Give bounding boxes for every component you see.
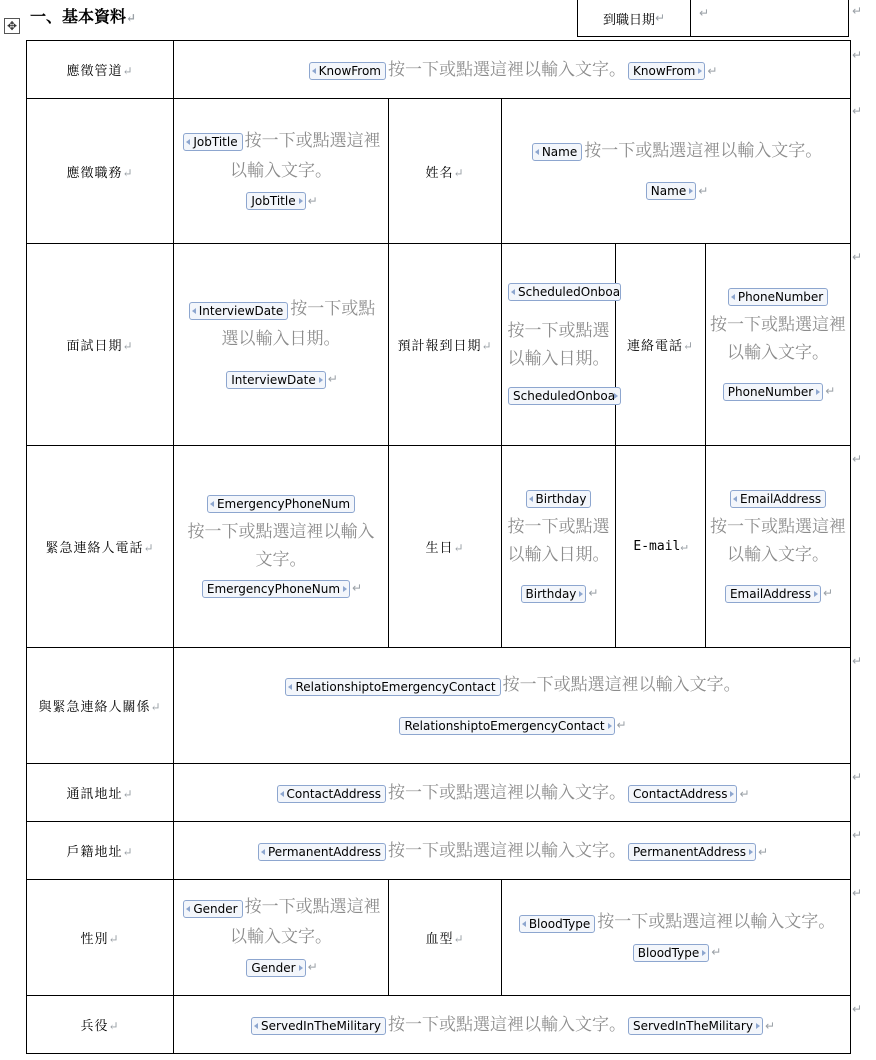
- emergency-phone-field[interactable]: EmergencyPhoneNum 按一下或點選這裡以輸入文字。 EmergencyPhoneNum ↵: [174, 446, 389, 648]
- phone-tag-end[interactable]: PhoneNumber: [723, 383, 823, 401]
- scheduled-onboard-label: 預計報到日期↵: [389, 244, 502, 446]
- scheduled-onboard-tag-start[interactable]: ScheduledOnboa: [508, 283, 621, 301]
- emergency-phone-tag-start[interactable]: EmergencyPhoneNum: [207, 495, 355, 513]
- birthday-field[interactable]: Birthday 按一下或點選以輸入日期。 Birthday ↵: [502, 446, 616, 648]
- gender-label: 性別↵: [27, 880, 174, 996]
- permanent-address-tag-end[interactable]: PermanentAddress: [628, 843, 756, 861]
- contact-address-tag-end[interactable]: ContactAddress: [628, 785, 737, 803]
- start-date-field[interactable]: ↵: [699, 6, 710, 20]
- interview-date-field[interactable]: InterviewDate 按一下或點選以輸入日期。 InterviewDate ↵: [174, 244, 389, 446]
- contact-address-tag-start[interactable]: ContactAddress: [277, 785, 386, 803]
- relationship-placeholder[interactable]: 按一下或點選這裡以輸入文字。: [502, 675, 741, 695]
- emergency-phone-label: 緊急連絡人電話↵: [27, 446, 174, 648]
- contact-address-placeholder[interactable]: 按一下或點選這裡以輸入文字。: [388, 782, 626, 803]
- name-placeholder[interactable]: 按一下或點選這裡以輸入文字。: [584, 140, 823, 161]
- scheduled-onboard-placeholder[interactable]: 按一下或點選以輸入日期。: [507, 320, 610, 369]
- interview-date-tag-start[interactable]: InterviewDate: [189, 302, 288, 320]
- gender-field[interactable]: Gender 按一下或點選這裡以輸入文字。 Gender ↵: [174, 880, 389, 996]
- birthday-tag-end[interactable]: Birthday: [521, 585, 587, 603]
- interview-date-label: 面試日期↵: [27, 244, 174, 446]
- table-move-handle-icon[interactable]: ✥: [4, 18, 20, 34]
- relationship-label: 與緊急連絡人關係↵: [27, 648, 174, 764]
- relationship-tag-start[interactable]: RelationshiptoEmergencyContact: [285, 678, 500, 696]
- gender-tag-start[interactable]: Gender: [183, 900, 242, 918]
- phone-field[interactable]: PhoneNumber 按一下或點選這裡以輸入文字。 PhoneNumber ↵: [706, 244, 851, 446]
- row-end-mark: ↵: [852, 48, 863, 62]
- email-placeholder[interactable]: 按一下或點選這裡以輸入文字。: [710, 517, 847, 565]
- military-label: 兵役↵: [27, 996, 174, 1054]
- interview-date-placeholder[interactable]: 按一下或點選以輸入日期。: [221, 299, 376, 349]
- interview-date-tag-end[interactable]: InterviewDate: [226, 371, 325, 389]
- blood-type-label: 血型↵: [389, 880, 502, 996]
- know-from-label: 應徵管道↵: [27, 41, 174, 99]
- contact-address-field[interactable]: ContactAddress 按一下或點選這裡以輸入文字。 ContactAddress ↵: [174, 764, 851, 822]
- scheduled-onboard-tag-end[interactable]: ScheduledOnboa: [508, 387, 621, 405]
- phone-tag-start[interactable]: PhoneNumber: [728, 288, 828, 306]
- military-tag-start[interactable]: ServedInTheMilitary: [251, 1017, 386, 1035]
- row-end-mark: ↵: [852, 654, 863, 668]
- job-title-tag-start[interactable]: JobTitle: [183, 133, 242, 151]
- row-end-mark: ↵: [852, 1002, 863, 1016]
- row-end-mark: ↵: [852, 4, 863, 18]
- know-from-placeholder[interactable]: 按一下或點選這裡以輸入文字。: [388, 59, 626, 80]
- emergency-phone-tag-end[interactable]: EmergencyPhoneNum: [202, 580, 350, 598]
- phone-placeholder[interactable]: 按一下或點選這裡以輸入文字。: [710, 315, 847, 363]
- birthday-label: 生日↵: [389, 446, 502, 648]
- name-label: 姓名↵: [389, 99, 502, 244]
- military-placeholder[interactable]: 按一下或點選這裡以輸入文字。: [388, 1014, 626, 1035]
- gender-placeholder[interactable]: 按一下或點選這裡以輸入文字。: [230, 897, 381, 947]
- relationship-tag-end[interactable]: RelationshiptoEmergencyContact: [399, 717, 614, 735]
- permanent-address-tag-start[interactable]: PermanentAddress: [258, 843, 386, 861]
- blood-type-tag-end[interactable]: BloodType: [633, 944, 709, 962]
- blood-type-field[interactable]: BloodType 按一下或點選這裡以輸入文字。 BloodType ↵: [502, 880, 851, 996]
- job-title-placeholder[interactable]: 按一下或點選這裡以輸入文字。: [230, 130, 381, 181]
- blood-type-tag-start[interactable]: BloodType: [519, 915, 595, 933]
- basic-info-table: [26, 40, 851, 1054]
- permanent-address-label: 戶籍地址↵: [27, 822, 174, 880]
- know-from-tag-start[interactable]: KnowFrom: [309, 62, 386, 80]
- birthday-tag-start[interactable]: Birthday: [526, 490, 592, 508]
- start-date-box: [577, 0, 849, 37]
- row-end-mark: ↵: [852, 452, 863, 466]
- name-field[interactable]: Name 按一下或點選這裡以輸入文字。 Name ↵: [502, 99, 851, 244]
- row-end-mark: ↵: [852, 104, 863, 118]
- military-field[interactable]: ServedInTheMilitary 按一下或點選這裡以輸入文字。 ServedInTheMilitary ↵: [174, 996, 851, 1054]
- email-field[interactable]: EmailAddress 按一下或點選這裡以輸入文字。 EmailAddress ↵: [706, 446, 851, 648]
- relationship-field[interactable]: RelationshiptoEmergencyContact 按一下或點選這裡以輸入文字。 RelationshiptoEmergencyContact ↵: [174, 648, 851, 764]
- know-from-field[interactable]: KnowFrom 按一下或點選這裡以輸入文字。 KnowFrom ↵: [174, 41, 851, 99]
- email-tag-start[interactable]: EmailAddress: [730, 490, 826, 508]
- permanent-address-field[interactable]: PermanentAddress 按一下或點選這裡以輸入文字。 PermanentAddress ↵: [174, 822, 851, 880]
- job-title-field[interactable]: JobTitle 按一下或點選這裡以輸入文字。 JobTitle ↵: [174, 99, 389, 244]
- contact-address-label: 通訊地址↵: [27, 764, 174, 822]
- start-date-label: 到職日期 ↵: [578, 0, 691, 36]
- job-title-label: 應徵職務↵: [27, 99, 174, 244]
- row-end-mark: ↵: [852, 250, 863, 264]
- emergency-phone-placeholder[interactable]: 按一下或點選這裡以輸入文字。: [187, 522, 375, 570]
- row-end-mark: ↵: [852, 828, 863, 842]
- row-end-mark: ↵: [852, 886, 863, 900]
- section-title: 一、基本資料↵: [30, 7, 137, 26]
- know-from-tag-end[interactable]: KnowFrom: [628, 62, 705, 80]
- name-tag-end[interactable]: Name: [646, 182, 696, 200]
- military-tag-end[interactable]: ServedInTheMilitary: [628, 1017, 763, 1035]
- email-label: E-mail↵: [616, 446, 706, 648]
- scheduled-onboard-field[interactable]: [502, 244, 621, 446]
- blood-type-placeholder[interactable]: 按一下或點選這裡以輸入文字。: [597, 912, 836, 932]
- row-end-mark: ↵: [852, 770, 863, 784]
- job-title-tag-end[interactable]: JobTitle: [246, 192, 305, 210]
- phone-label: 連絡電話↵: [616, 244, 706, 446]
- permanent-address-placeholder[interactable]: 按一下或點選這裡以輸入文字。: [388, 840, 626, 861]
- gender-tag-end[interactable]: Gender: [246, 959, 305, 977]
- email-tag-end[interactable]: EmailAddress: [725, 585, 821, 603]
- birthday-placeholder[interactable]: 按一下或點選以輸入日期。: [507, 517, 610, 565]
- name-tag-start[interactable]: Name: [532, 143, 582, 161]
